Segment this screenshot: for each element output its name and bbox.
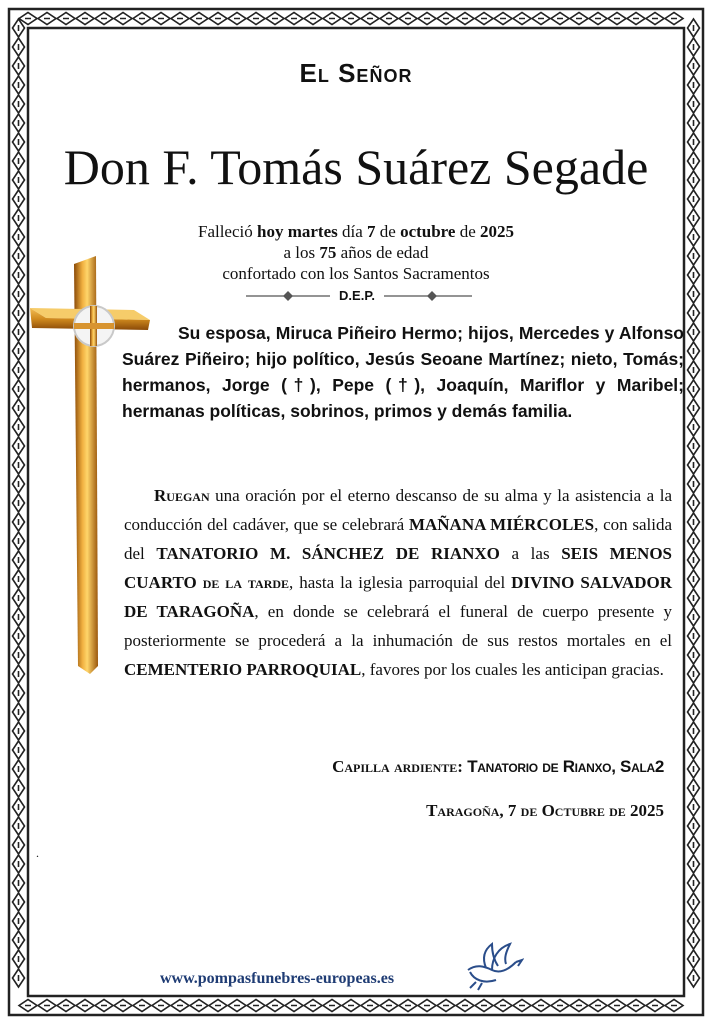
sacraments-line: confortado con los Santos Sacramentos bbox=[222, 264, 490, 283]
heading: El Señor bbox=[299, 58, 413, 88]
website-link[interactable]: www.pompasfunebres-europeas.es bbox=[160, 970, 395, 987]
age-line: a los 75 años de edad bbox=[283, 243, 429, 262]
dove-icon bbox=[462, 940, 524, 992]
wake-place: Tanatorio de Rianxo, Sala2 bbox=[467, 757, 664, 776]
deceased-name: Don F. Tomás Suárez Segade bbox=[63, 139, 649, 195]
place-date: Taragoña, 7 de Octubre de 2025 bbox=[426, 801, 664, 820]
stray-dot: . bbox=[36, 846, 39, 860]
wake-label: Capilla ardiente: bbox=[332, 757, 468, 776]
death-date-line: Falleció hoy martes día 7 de octubre de 2025 bbox=[197, 222, 515, 241]
dep-text: D.E.P. bbox=[339, 288, 375, 303]
wake-location bbox=[332, 757, 664, 777]
family-paragraph: Su esposa, Miruca Piñeiro Hermo; hijos, Mercedes y Alfonso Suárez Piñeiro; hijo político, Jesús Seoane Martínez; nieto, Tomás; hermanos, Jorge (†), Pepe (†), Joaquín, Mariflor y Maribel; hermanas políticas, sobrinos, primos y demás familia. bbox=[122, 323, 684, 421]
ceremony-paragraph: Ruegan una oración por el eterno descanso de su alma y la asistencia a la conducción del cadáver, que se celebrará MAÑANA MIÉRCOLES, con salida del TANATORIO M. SÁNCHEZ DE RIANXO a las SEIS MENOS CUARTO de la tarde, hasta la iglesia parroquial del DIVINO SALVADOR DE TARAGOÑA, en donde se celebrará el funeral de cuerpo presente y posteriormente se procederá a la inhumación de sus restos mortales en el CEMENTERIO PARROQUIAL, favores por los cuales les anticipan gracias. bbox=[124, 486, 673, 679]
